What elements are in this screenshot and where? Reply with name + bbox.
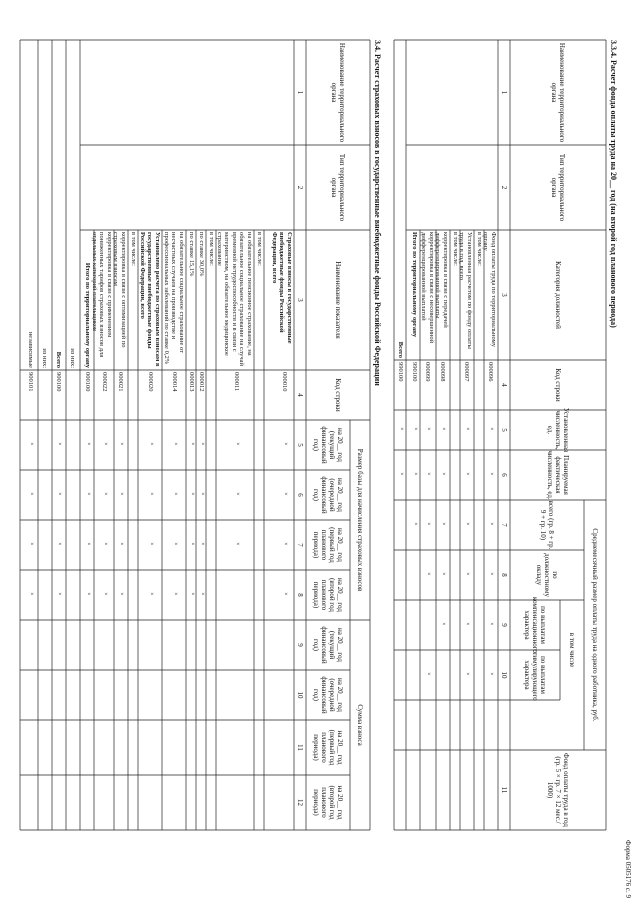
s1-colnum: 3 (500, 293, 508, 297)
not-applicable-mark: × (28, 592, 34, 596)
s1-header-compensation: по выплатам компенсационного характера (523, 597, 547, 653)
s1-colnum: 6 (500, 473, 508, 477)
not-applicable-mark: × (440, 472, 446, 476)
not-applicable-mark: × (85, 592, 91, 596)
s1-header-established: Установленная численность, ед. (546, 407, 570, 453)
s2-row-code: 000021 (117, 372, 124, 392)
not-applicable-mark: × (28, 442, 34, 446)
not-applicable-mark: × (199, 542, 205, 546)
s1-header-incentive: по выплатам стимулирующего характера (523, 649, 547, 701)
not-applicable-mark: × (282, 492, 288, 496)
s2-row-label: корректировка в связи с оптимизацией по страховым взносам (112, 232, 127, 348)
s2-header-base-group: Размер базы для начисления страховых взносов (356, 448, 364, 592)
not-applicable-mark: × (464, 472, 470, 476)
s2-row-label: корректировка в связи с применением пониженных тарифов страховых взносов для отдельных категорий плательщиков (91, 232, 113, 358)
s2-header-base-current: на 20__ год (текущий финансовый год) (312, 426, 344, 464)
s1-header-territorial-name: Наименование территориального органа (550, 42, 566, 143)
s2-subtotal-sub: из них: (69, 348, 76, 368)
not-applicable-mark: × (102, 542, 108, 546)
s2-row-label: по ставке 15,1% (188, 232, 195, 277)
s2-header-territorial-type: Тип территориального органа (330, 153, 346, 222)
s1-colnum: 8 (500, 573, 508, 577)
not-applicable-mark: × (102, 442, 108, 446)
not-applicable-mark: × (199, 592, 205, 596)
s1-row-code: 000097 (463, 362, 470, 382)
s1-colnum: 5 (500, 428, 508, 432)
not-applicable-mark: × (148, 442, 154, 446)
not-applicable-mark: × (172, 592, 178, 596)
s2-subtotal-code: 000100 (84, 372, 91, 392)
not-applicable-mark: × (148, 492, 154, 496)
not-applicable-mark: × (282, 542, 288, 546)
not-applicable-mark: × (282, 592, 288, 596)
not-applicable-mark: × (488, 472, 494, 476)
s2-header-sum-group: Сумма взноса (356, 704, 364, 746)
s2-header-sum-next: на 20__ год (очередной финансовый год) (312, 676, 344, 714)
not-applicable-mark: × (464, 522, 470, 526)
not-applicable-mark: × (234, 442, 240, 446)
not-applicable-mark: × (398, 472, 404, 476)
s1-total-code: 990100 (397, 362, 404, 382)
not-applicable-mark: × (440, 572, 446, 576)
s2-row-label: в том числе: (130, 232, 137, 266)
s1-row-label: в том числе: (476, 232, 483, 266)
s2-row-code: 000011 (233, 372, 240, 392)
not-applicable-mark: × (56, 542, 62, 546)
s2-colnum: 10 (296, 691, 304, 699)
not-applicable-mark: × (148, 542, 154, 546)
not-applicable-mark: × (412, 427, 418, 431)
not-applicable-mark: × (412, 522, 418, 526)
s1-total-label: Всего (397, 341, 404, 358)
s1-colnum: 1 (500, 90, 508, 95)
s2-total-label: Всего (55, 351, 62, 368)
not-applicable-mark: × (464, 672, 470, 676)
s1-row-code: 000098 (439, 362, 446, 382)
not-applicable-mark: × (464, 622, 470, 626)
s1-colnum: 2 (500, 185, 508, 190)
not-applicable-mark: × (28, 542, 34, 546)
not-applicable-mark: × (118, 592, 124, 596)
s2-colnum: 9 (296, 643, 304, 647)
not-applicable-mark: × (56, 592, 62, 596)
not-applicable-mark: × (56, 492, 62, 496)
s1-subtotal-code: 990100 (411, 362, 418, 382)
not-applicable-mark: × (85, 442, 91, 446)
not-applicable-mark: × (282, 442, 288, 446)
s1-row-label: в том числе: (452, 232, 459, 266)
not-applicable-mark: × (85, 542, 91, 546)
not-applicable-mark: × (189, 442, 195, 446)
not-applicable-mark: × (172, 492, 178, 496)
s2-row-label: на обязательное социальное страхование от несчастных случаев на производстве и профессиональных заболеваний по ставке 0,2% (163, 232, 185, 365)
s2-row-label: по ставке 30,0% (198, 232, 205, 277)
s1-row-code: 000099 (424, 362, 431, 382)
not-applicable-mark: × (199, 442, 205, 446)
s1-header-code: Код строки (554, 368, 562, 402)
not-applicable-mark: × (118, 492, 124, 496)
not-applicable-mark: × (488, 522, 494, 526)
s2-header-sum-plan1: на 20__ год (первый год планового периода) (312, 729, 344, 766)
not-applicable-mark: × (412, 472, 418, 476)
s2-colnum: 2 (296, 185, 304, 190)
not-applicable-mark: × (398, 427, 404, 431)
not-applicable-mark: × (440, 522, 446, 526)
not-applicable-mark: × (28, 492, 34, 496)
not-applicable-mark: × (56, 442, 62, 446)
not-applicable-mark: × (118, 542, 124, 546)
form-number: Форма 0505176 с. 9 (624, 840, 632, 899)
s1-header-total: всего (гр. 8 + гр. 9 + гр. 10) (539, 500, 555, 550)
not-applicable-mark: × (189, 542, 195, 546)
s1-row-code: 000096 (487, 362, 494, 382)
not-applicable-mark: × (234, 492, 240, 496)
not-applicable-mark: × (464, 572, 470, 576)
s1-colnum: 4 (500, 383, 508, 387)
s2-colnum: 4 (296, 393, 304, 397)
s2-colnum: 6 (296, 493, 304, 497)
s1-colnum: 10 (500, 671, 508, 679)
section1-title: 3.3.4. Расчет фонда оплаты труда на 20__ год (на второй год планового периода) (609, 40, 618, 328)
s1-row-label: корректировка в связи с передачей дифференцированной выплаты (434, 232, 449, 328)
not-applicable-mark: × (148, 592, 154, 596)
s2-colnum: 5 (296, 443, 304, 447)
s1-colnum: 9 (500, 623, 508, 627)
s2-row-label: в том числе: (256, 232, 263, 266)
s1-row-label: Установленная расчетом по фонду оплаты труда в год, всего (458, 232, 473, 349)
s2-last-label: независимые (27, 331, 34, 368)
not-applicable-mark: × (425, 427, 431, 431)
not-applicable-mark: × (234, 542, 240, 546)
s2-header-territorial-name: Наименование территориального органа (330, 42, 346, 143)
s1-header-salary: по должностному окладу (535, 553, 559, 597)
s2-colnum: 1 (296, 90, 304, 95)
s1-colnum: 11 (500, 786, 508, 794)
not-applicable-mark: × (440, 622, 446, 626)
not-applicable-mark: × (189, 492, 195, 496)
not-applicable-mark: × (85, 492, 91, 496)
not-applicable-mark: × (199, 492, 205, 496)
s2-colnum: 8 (296, 593, 304, 597)
s2-total-sub: из них: (41, 348, 48, 368)
s2-row-label: на обязательное пенсионное страхование, на обязательное социальное страхование на случай временной нетрудоспособности и в связи с материнством, на обязательное медицинское страхование (216, 232, 253, 367)
s1-header-avg-salary-group: Среднемесячный размер оплаты труда на одного работника, руб. (591, 528, 599, 722)
not-applicable-mark: × (440, 427, 446, 431)
s2-header-sum-current: на 20__ год (текущий финансовый год) (312, 626, 344, 664)
s2-header-indicator: Наименование показателя (334, 261, 342, 339)
s1-header-territorial-type: Тип территориального органа (550, 153, 566, 222)
s2-subtotal-label: Итого по территориальному органу (84, 262, 91, 368)
s2-row-code: 000022 (101, 372, 108, 392)
not-applicable-mark: × (102, 492, 108, 496)
s1-header-category: Категория должностей (554, 261, 562, 329)
s2-row-label: Страховые взносы в государственные внебюджетные фонды Российской Федерации, всего (271, 232, 293, 344)
s2-header-sum-plan2: на 20__ год (второй год планового периода) (312, 785, 344, 820)
s2-row-code: 000020 (147, 372, 154, 392)
s2-row-code: 000013 (188, 372, 195, 392)
not-applicable-mark: × (425, 672, 431, 676)
not-applicable-mark: × (425, 522, 431, 526)
not-applicable-mark: × (488, 572, 494, 576)
s1-row-label: корректировка в связи с несовершенной дифференцированной выплатой (420, 232, 435, 344)
s1-row-label: Фонд оплаты труда по территориальному органу (482, 232, 497, 347)
s1-header-including: в том числе (568, 632, 576, 668)
not-applicable-mark: × (172, 542, 178, 546)
not-applicable-mark: × (102, 592, 108, 596)
s2-total-code: 900100 (55, 372, 62, 392)
s2-colnum: 12 (296, 799, 304, 806)
not-applicable-mark: × (464, 427, 470, 431)
not-applicable-mark: × (425, 572, 431, 576)
s2-row-label: в том числе: (208, 232, 215, 266)
not-applicable-mark: × (488, 672, 494, 676)
s2-colnum: 11 (296, 744, 304, 751)
s2-last-code: 900101 (27, 372, 34, 392)
s2-header-base-next: на 20__ год (очередной финансовый год) (312, 476, 344, 514)
s1-header-annual-fund: Фонд оплаты труда в год (гр. 5 × гр. 7 × 12 мес./ 1000) (546, 753, 570, 827)
section2-title: 3.4. Расчет страховых взносов в государственные внебюджетные фонды Российской Федерации (373, 40, 382, 386)
s2-row-label: Установлено расчета по страховым взносам в государственные внебюджетные фонды Российской Федерации, всего (139, 232, 161, 367)
not-applicable-mark: × (189, 592, 195, 596)
s2-row-code: 000014 (171, 372, 178, 392)
s2-header-base-plan1: на 20__ год (первый год планового периода) (312, 527, 344, 563)
s1-subtotal-label: Итого по территориальному органу (411, 232, 418, 338)
s2-colnum: 3 (296, 298, 304, 302)
s2-colnum: 7 (296, 543, 304, 547)
not-applicable-mark: × (425, 472, 431, 476)
s1-colnum: 7 (500, 523, 508, 527)
s2-header-code: Код строки (334, 378, 342, 412)
not-applicable-mark: × (488, 427, 494, 431)
not-applicable-mark: × (118, 442, 124, 446)
not-applicable-mark: × (172, 442, 178, 446)
s1-header-planned: Планируемая фактическая численность, ед. (546, 450, 570, 500)
s2-row-code: 000012 (198, 372, 205, 392)
s2-header-base-plan2: на 20__ год (второй год планового периода) (312, 578, 344, 612)
s2-row-code: 000010 (281, 372, 288, 392)
not-applicable-mark: × (488, 622, 494, 626)
